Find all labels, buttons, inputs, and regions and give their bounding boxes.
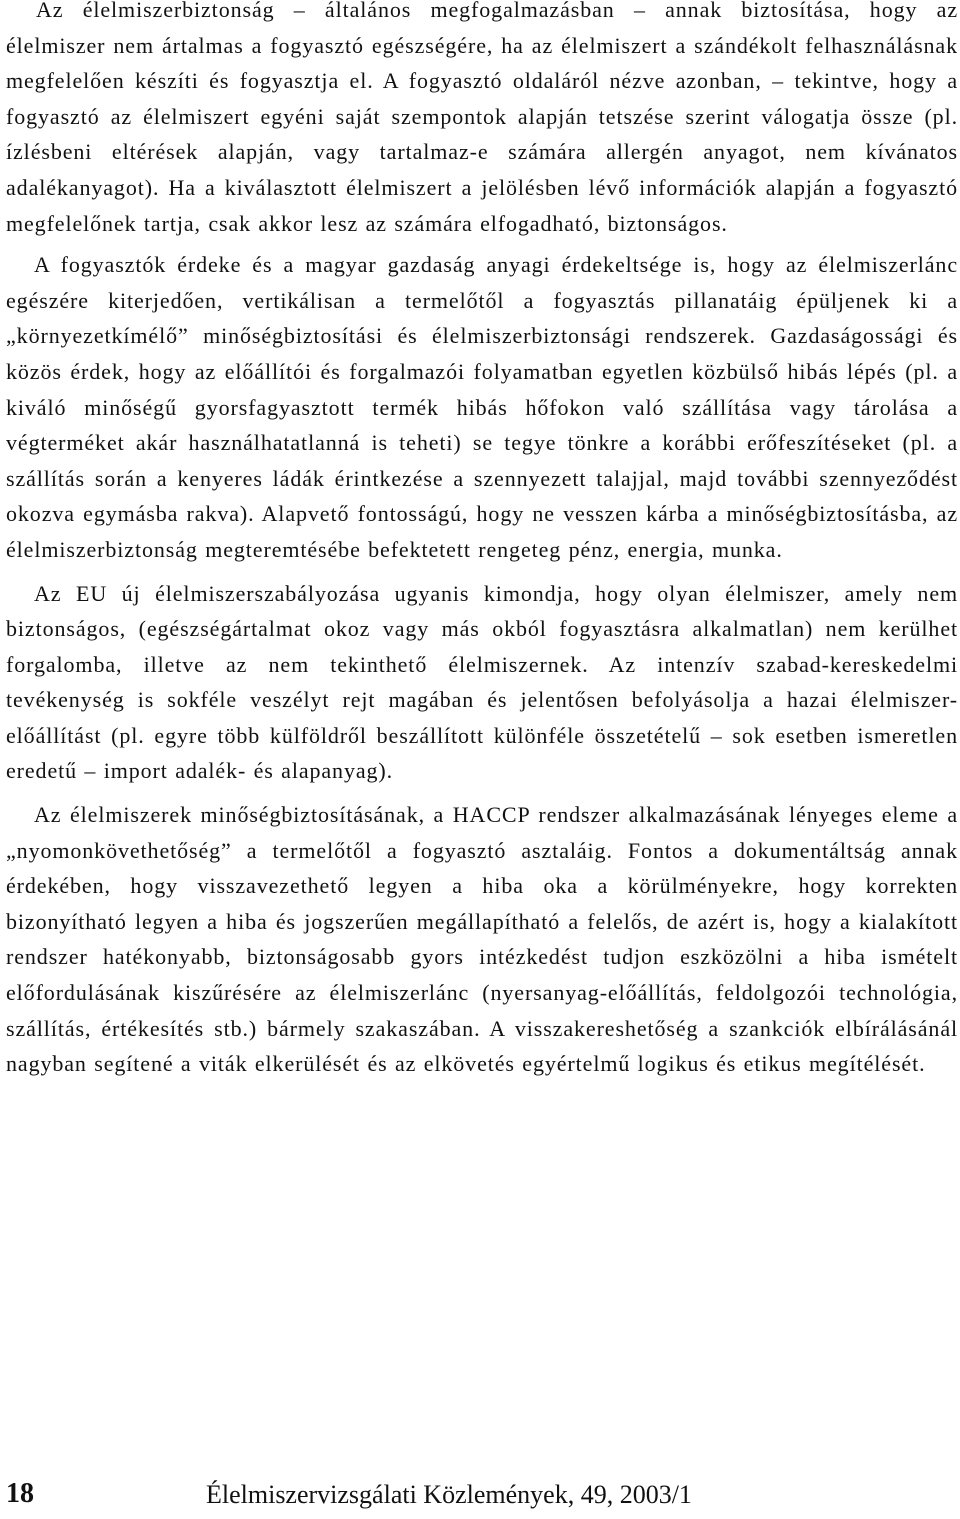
page-footer: [6, 1478, 958, 1518]
paragraph-eu-regulation: Az EU új élelmiszerszabályozása ugyanis kimondja, hogy olyan élelmiszer, amely nem biztonságos, (egészségártalmat okoz vagy más okból fogyasztásra alkalmatlan) nem kerülhet forgalomba, illetve az nem tekinthető élelmiszernek. Az intenzív szabad-kereskedelmi tevékenység is sokféle veszélyt rejt magában és jelentősen befolyásolja a hazai élelmiszer-előállítást (pl. egyre több külföldről beszállított különféle összetételű – sok esetben ismeretlen eredetű – import adalék- és alapanyag).: [6, 580, 958, 784]
article-body: [6, 0, 958, 1082]
paragraph-food-safety-definition: Az élelmiszerbiztonság – általános megfogalmazásban – annak biztosítása, hogy az élelmiszer nem ártalmas a fogyasztó egészségére, ha az élelmiszert a szándékolt felhasználásnak megfelelően készíti és fogyasztja el. A fogyasztó oldaláról nézve azonban, – tekintve, hogy a fogyasztó az élelmiszert egyéni saját szempontok alapján tetszése szerint válogatja össze (pl. ízlésbeni eltérések alapján, vagy tartalmaz-e számára allergén anyagot, nem kívánatos adalékanyagot). Ha a kiválasztott élelmiszert a jelölésben lévő információk alapján a fogyasztó megfelelőnek tartja, csak akkor lesz az számára elfogadható, biztonságos.: [6, 0, 958, 236]
page-number: 18: [6, 1478, 34, 1509]
journal-citation: Élelmiszervizsgálati Közlemények, 49, 2003/1: [206, 1480, 692, 1509]
paragraph-haccp-traceability: Az élelmiszerek minőségbiztosításának, a HACCP rendszer alkalmazásának lényeges eleme a „nyomonkövethetőség” a termelőtől a fogyasztó asztaláig. Fontos a dokumentáltság annak érdekében, hogy visszavezethető legyen a hiba oka a körülményekre, hogy korrekten bizonyítható legyen a hiba és jogszerűen megállapítható a felelős, de azért is, hogy a kialakított rendszer hatékonyabb, biztonságosabb gyors intézkedést tudjon eszközölni a hiba ismételt előfordulásának kiszűrésére az élelmiszerlánc (nyersanyag-előállítás, feldolgozói technológia, szállítás, értékesítés stb.) bármely szakaszában. A visszakereshetőség a szankciók elbírálásánál nagyban segítené a viták elkerülését és az elkövetés egyértelmű logikus és etikus megítélését.: [6, 802, 958, 1077]
paragraph-consumer-interest: A fogyasztók érdeke és a magyar gazdaság anyagi érdekeltsége is, hogy az élelmiszerlánc egészére kiterjedően, vertikálisan a termelőtől a fogyasztás pillanatáig épüljenek ki a „környezetkímélő” minőségbiztosítási és élelmiszerbiztonsági rendszerek. Gazdaságossági és közös érdek, hogy az előállítói és forgalmazói folyamatban egyetlen közbülső hibás lépés (pl. a kiváló minőségű gyorsfagyasztott termék hibás hőfokon való szállítása vagy tárolása a végterméket akár használhatatlanná is teheti) se tegye tönkre a korábbi erőfeszítéseket (pl. a szállítás során a kenyeres ládák érintkezése a szennyezett talajjal, majd további szennyeződést okozva egymásba rakva). Alapvető fontosságú, hogy ne vesszen kárba a minőségbiztosításba, az élelmiszerbiztonság megteremtésébe befektetett rengeteg pénz, energia, munka.: [6, 252, 958, 562]
